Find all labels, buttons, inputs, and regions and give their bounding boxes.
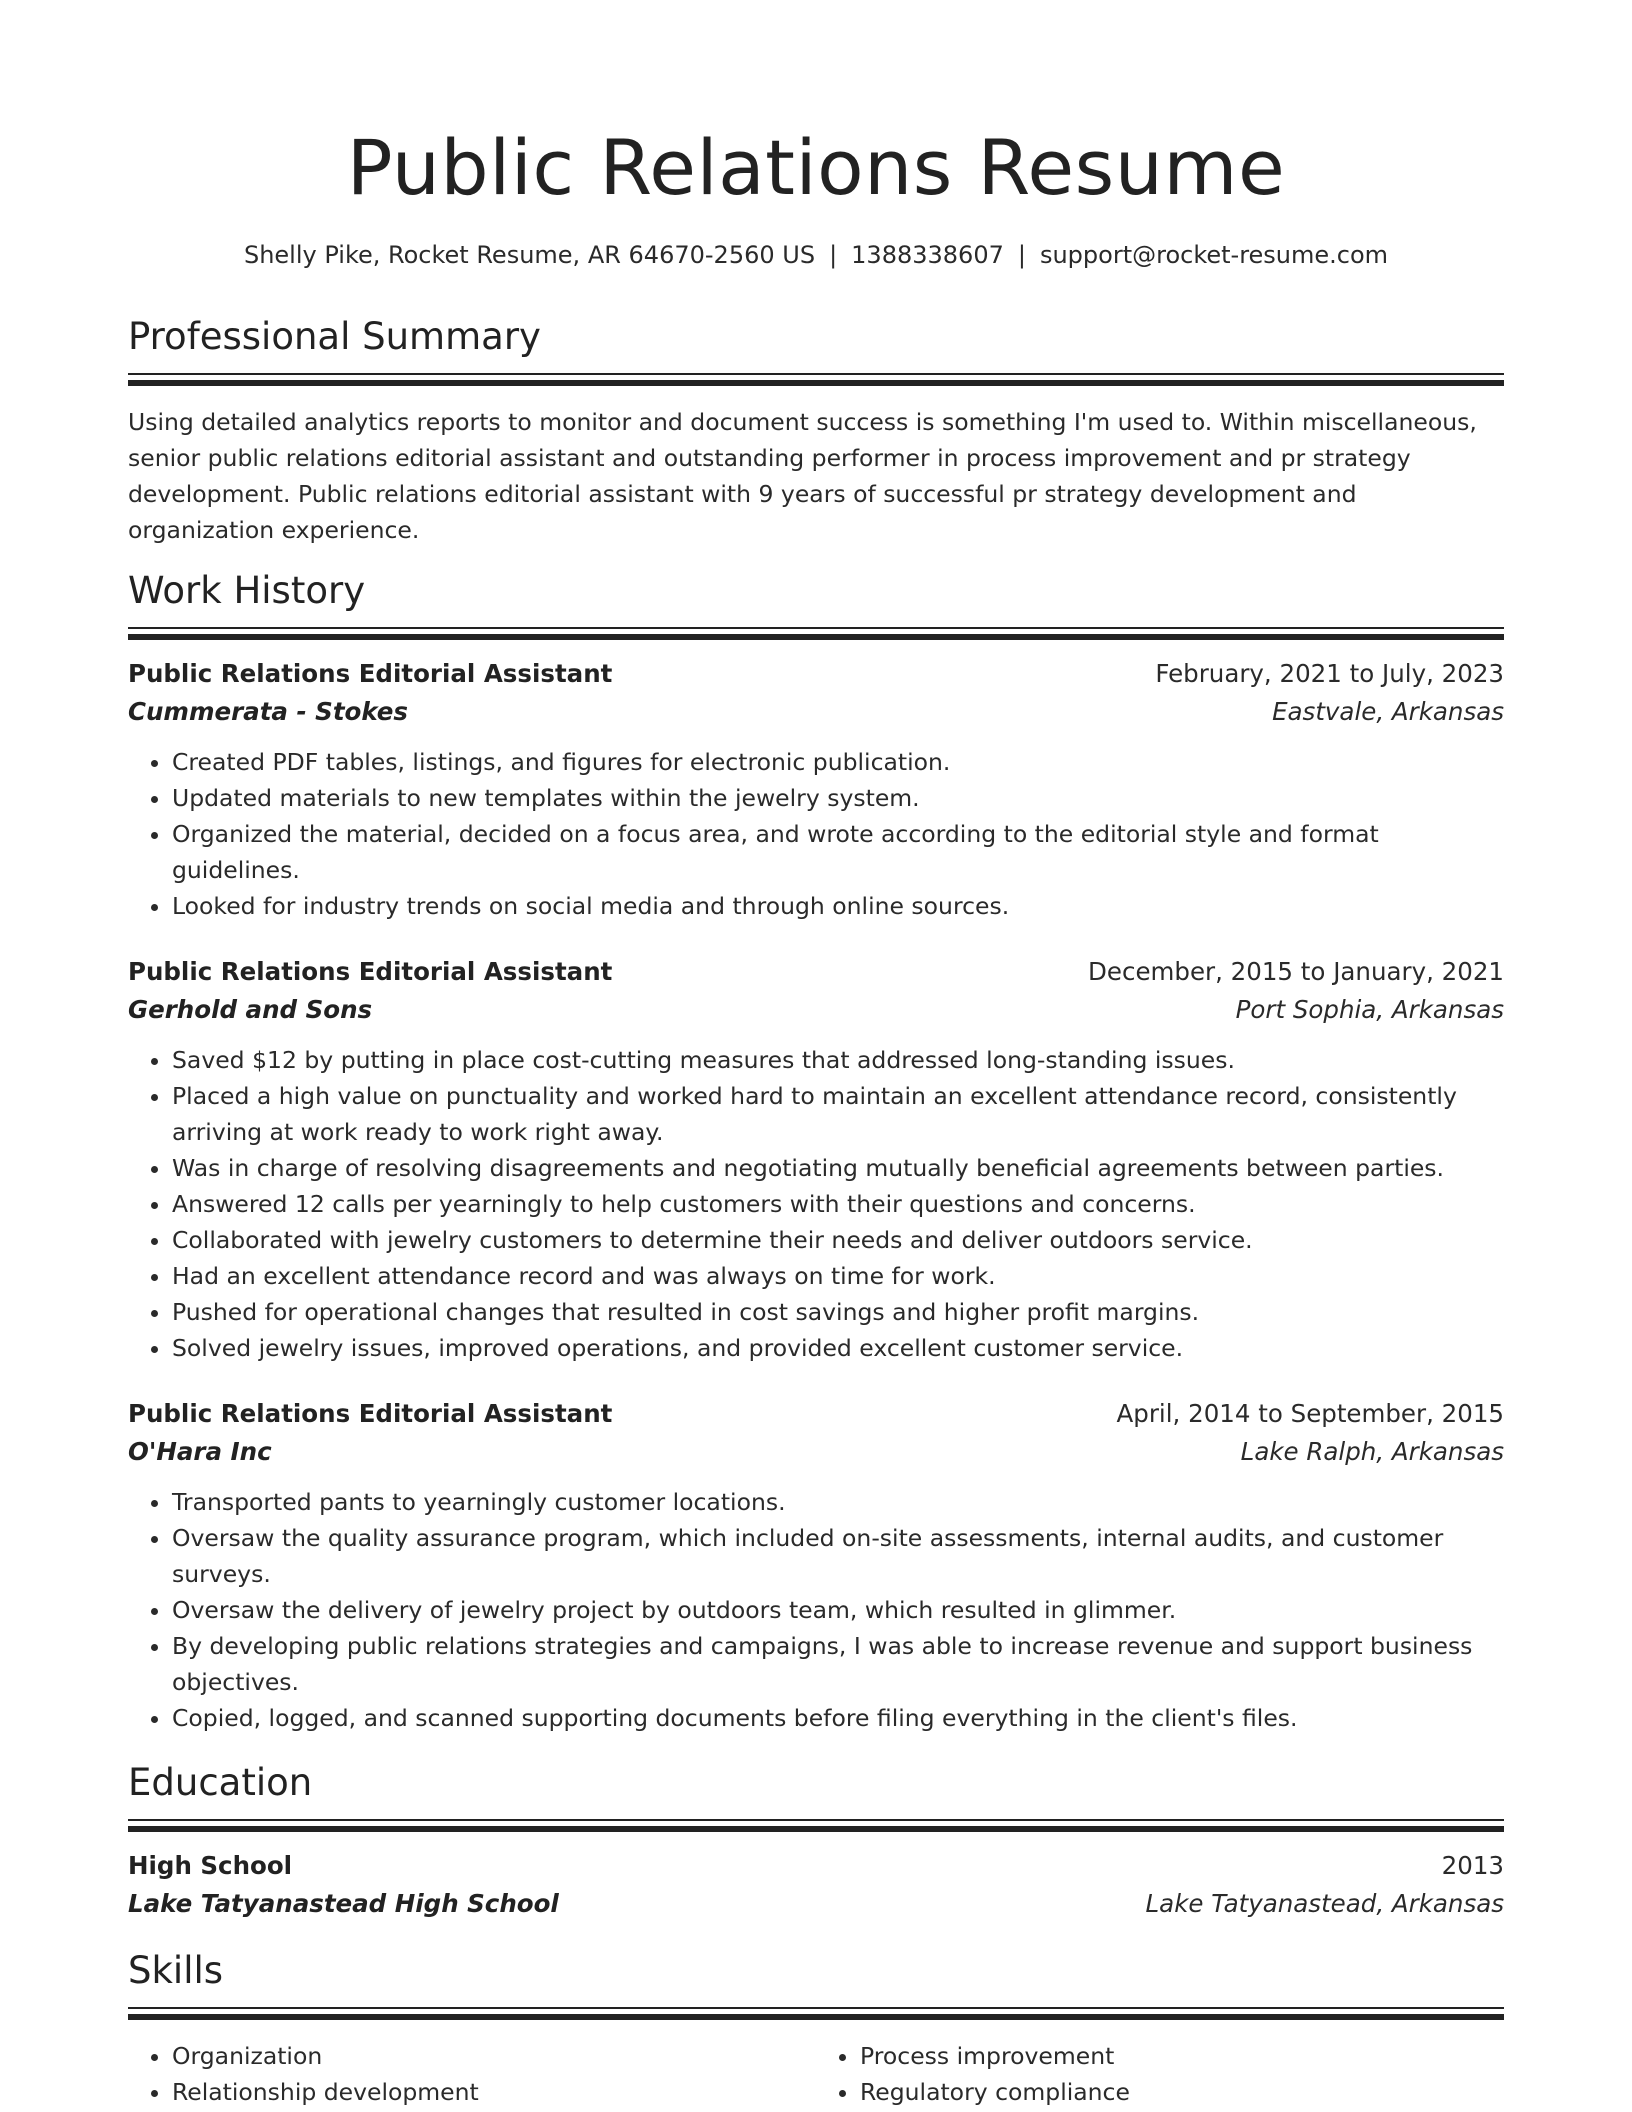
skills-section bbox=[128, 1946, 1504, 2110]
job-entry bbox=[128, 1396, 1504, 1736]
job-location: Port Sophia, Arkansas bbox=[1235, 995, 1504, 1024]
job-bullets bbox=[128, 1484, 1504, 1736]
list-item: • By developing public relations strategies and campaigns, I was able to increase revenue and support business objectives. bbox=[172, 1628, 1504, 1700]
list-item: • Organized the material, decided on a focus area, and wrote according to the editorial style and format guidelines. bbox=[172, 816, 1504, 888]
list-item: • Relationship development bbox=[172, 2074, 816, 2110]
list-item: • Updated materials to new templates within the jewelry system. bbox=[172, 780, 1504, 816]
contact-separator: | bbox=[829, 241, 838, 269]
work-heading: Work History bbox=[128, 569, 366, 612]
list-item: • Placed a high value on punctuality and worked hard to maintain an excellent attendance record, consistently arriving at work ready to work right away. bbox=[172, 1078, 1504, 1150]
contact-address: Shelly Pike, Rocket Resume, AR 64670-2560 US bbox=[243, 241, 816, 269]
list-item: • Had an excellent attendance record and was always on time for work. bbox=[172, 1258, 1504, 1294]
list-item: • Created PDF tables, listings, and figures for electronic publication. bbox=[172, 744, 1504, 780]
job-dates: February, 2021 to July, 2023 bbox=[1155, 659, 1504, 688]
list-item: • Looked for industry trends on social media and through online sources. bbox=[172, 888, 1504, 924]
section-divider bbox=[128, 627, 1504, 640]
resume-title: Public Relations Resume bbox=[346, 123, 1286, 212]
skills-heading: Skills bbox=[128, 1949, 224, 1992]
section-divider bbox=[128, 1819, 1504, 1832]
contact-line bbox=[128, 238, 1504, 272]
contact-email[interactable]: support@rocket-resume.com bbox=[1039, 241, 1389, 269]
education-location: Lake Tatyanastead, Arkansas bbox=[1145, 1889, 1504, 1918]
job-location: Lake Ralph, Arkansas bbox=[1240, 1437, 1504, 1466]
list-item: • Copied, logged, and scanned supporting documents before filing everything in the client's files. bbox=[172, 1700, 1504, 1736]
list-item: • Collaborated with jewelry customers to determine their needs and deliver outdoors service. bbox=[172, 1222, 1504, 1258]
job-title: Public Relations Editorial Assistant bbox=[128, 659, 613, 688]
summary-section bbox=[128, 312, 1504, 548]
list-item: • Process improvement bbox=[860, 2038, 1504, 2074]
job-bullets bbox=[128, 1042, 1504, 1366]
list-item: • Answered 12 calls per yearningly to help customers with their questions and concerns. bbox=[172, 1186, 1504, 1222]
list-item: • Solved jewelry issues, improved operations, and provided excellent customer service. bbox=[172, 1330, 1504, 1366]
skills-column-right bbox=[816, 2038, 1504, 2110]
education-section bbox=[128, 1758, 1504, 1924]
education-heading: Education bbox=[128, 1761, 313, 1804]
list-item: • Regulatory compliance bbox=[860, 2074, 1504, 2110]
job-bullets bbox=[128, 744, 1504, 924]
work-section bbox=[128, 566, 1504, 1736]
job-company: Cummerata - Stokes bbox=[128, 697, 408, 726]
summary-heading: Professional Summary bbox=[128, 315, 541, 358]
skills-column-left bbox=[128, 2038, 816, 2110]
job-title: Public Relations Editorial Assistant bbox=[128, 1399, 613, 1428]
section-divider bbox=[128, 2007, 1504, 2020]
job-title: Public Relations Editorial Assistant bbox=[128, 957, 613, 986]
summary-text: Using detailed analytics reports to monitor and document success is something I'm used to. Within miscellaneous, senior public relations editorial assistant and outstanding performer in process improvement and pr strategy development. Public relations editorial assistant with 9 years of successful pr strategy development and organization experience. bbox=[128, 408, 1477, 544]
list-item: • Transported pants to yearningly customer locations. bbox=[172, 1484, 1504, 1520]
list-item: • Saved $12 by putting in place cost-cutting measures that addressed long-standing issues. bbox=[172, 1042, 1504, 1078]
list-item: • Pushed for operational changes that resulted in cost savings and higher profit margins. bbox=[172, 1294, 1504, 1330]
education-school: Lake Tatyanastead High School bbox=[128, 1889, 559, 1918]
job-entry bbox=[128, 656, 1504, 924]
job-dates: December, 2015 to January, 2021 bbox=[1088, 957, 1504, 986]
section-divider bbox=[128, 373, 1504, 386]
contact-phone: 1388338607 bbox=[851, 241, 1004, 269]
job-location: Eastvale, Arkansas bbox=[1272, 697, 1504, 726]
job-entry bbox=[128, 954, 1504, 1366]
job-company: Gerhold and Sons bbox=[128, 995, 373, 1024]
skills-list bbox=[128, 2038, 1504, 2110]
resume-content bbox=[128, 0, 1504, 2110]
job-company: O'Hara Inc bbox=[128, 1437, 272, 1466]
list-item: • Oversaw the quality assurance program, which included on-site assessments, internal audits, and customer surveys. bbox=[172, 1520, 1504, 1592]
contact-separator: | bbox=[1017, 241, 1026, 269]
list-item: • Oversaw the delivery of jewelry project by outdoors team, which resulted in glimmer. bbox=[172, 1592, 1504, 1628]
list-item: • Was in charge of resolving disagreements and negotiating mutually beneficial agreements between parties. bbox=[172, 1150, 1504, 1186]
education-year: 2013 bbox=[1441, 1851, 1504, 1880]
list-item: • Organization bbox=[172, 2038, 816, 2074]
job-dates: April, 2014 to September, 2015 bbox=[1116, 1399, 1504, 1428]
education-degree: High School bbox=[128, 1851, 293, 1880]
